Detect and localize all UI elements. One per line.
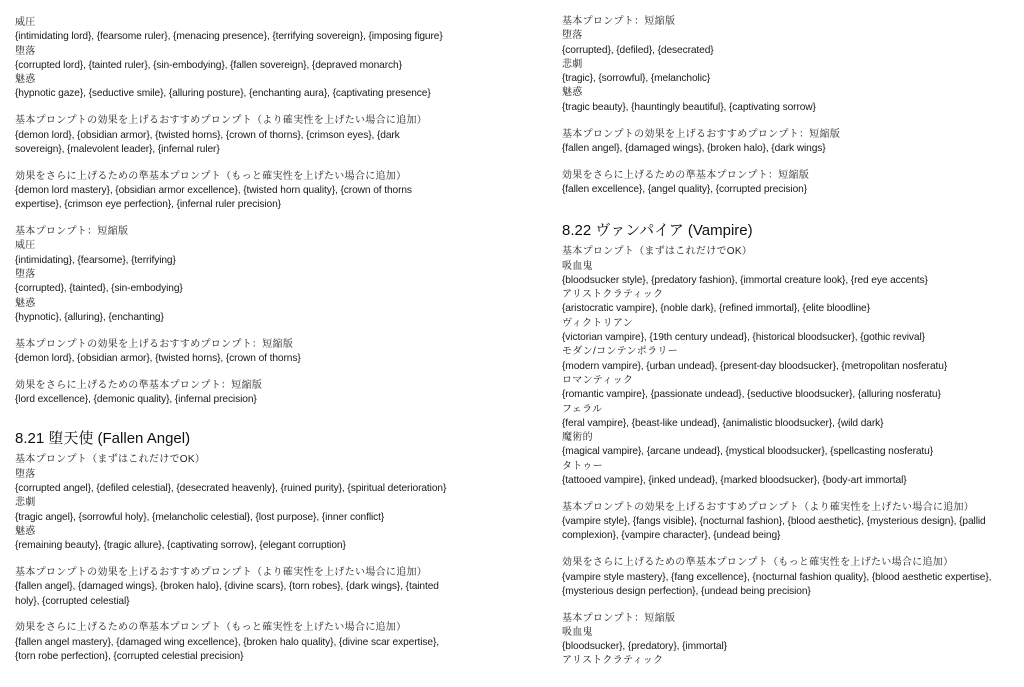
left-column <box>15 16 515 664</box>
section-label: 効果をさらに上げるための準基本プロンプト：短縮版 <box>15 379 263 391</box>
prompt-text: {demon lord}, {obsidian armor}, {twisted horns}, {crown of thorns}, {crimson eyes}, {dark <box>15 129 400 141</box>
prompt-text: {fallen excellence}, {angel quality}, {corrupted precision} <box>562 183 808 195</box>
demon-lord-recommended <box>15 114 515 157</box>
section-label: 基本プロンプト：短縮版 <box>15 226 129 238</box>
prompt-text: {tattooed vampire}, {inked undead}, {marked bloodsucker}, {body-art immortal} <box>562 475 907 487</box>
vampire-section <box>562 221 1012 669</box>
group-label: 吸血鬼 <box>562 260 593 272</box>
prompt-text: {lord excellence}, {demonic quality}, {infernal precision} <box>15 394 257 406</box>
demon-lord-short <box>15 225 515 325</box>
section-label: 基本プロンプトの効果を上げるおすすめプロンプト：短縮版 <box>562 128 841 140</box>
group-label: アリストクラティック <box>562 289 664 301</box>
section-label: 基本プロンプトの効果を上げるおすすめプロンプト（より確実性を上げたい場合に追加） <box>15 115 428 127</box>
fallen-angel-recommended-short <box>562 128 1012 157</box>
group-label: モダン/コンテンポラリー <box>562 346 678 358</box>
prompt-text: {remaining beauty}, {tragic allure}, {captivating sorrow}, {elegant corruption} <box>15 540 346 552</box>
prompt-text: {fallen angel}, {damaged wings}, {broken halo}, {divine scars}, {torn robes}, {dark wings}, {tainted <box>15 581 439 593</box>
group-label: 堕落 <box>15 268 36 280</box>
prompt-text: {intimidating}, {fearsome}, {terrifying} <box>15 254 176 266</box>
section-label: 基本プロンプト（まずはこれだけでOK） <box>562 246 753 258</box>
section-label: 基本プロンプトの効果を上げるおすすめプロンプト（より確実性を上げたい場合に追加） <box>562 501 975 513</box>
fallen-angel-semi-basic-short <box>562 169 1012 198</box>
prompt-text: {bloodsucker}, {predatory}, {immortal} <box>562 641 727 653</box>
prompt-text: {modern vampire}, {urban undead}, {present-day bloodsucker}, {metropolitan nosferatu} <box>562 360 948 372</box>
group-label: ロマンティック <box>562 374 634 386</box>
section-label: 基本プロンプト：短縮版 <box>562 16 676 27</box>
prompt-text: {corrupted}, {tainted}, {sin-embodying} <box>15 283 183 295</box>
prompt-text: {corrupted lord}, {tainted ruler}, {sin-embodying}, {fallen sovereign}, {depraved monarch} <box>15 59 402 71</box>
prompt-text: {fallen angel mastery}, {damaged wing excellence}, {broken halo quality}, {divine scar expertise}, <box>15 636 440 648</box>
group-label: 魅惑 <box>15 297 36 309</box>
section-label: 基本プロンプトの効果を上げるおすすめプロンプト：短縮版 <box>15 338 294 350</box>
prompt-text: {mysterious design perfection}, {undead being precision} <box>562 585 811 597</box>
prompt-text: {tragic angel}, {sorrowful holy}, {melancholic celestial}, {lost purpose}, {inner conflict} <box>15 511 385 523</box>
prompt-text: {vampire style}, {fangs visible}, {nocturnal fashion}, {blood aesthetic}, {mysterious design}, {pallid <box>562 516 986 528</box>
prompt-text: {victorian vampire}, {19th century undead}, {historical bloodsucker}, {gothic revival} <box>562 332 925 344</box>
group-label: 魅惑 <box>15 74 36 86</box>
section-label: 効果をさらに上げるための準基本プロンプト（もっと確実性を上げたい場合に追加） <box>562 557 954 569</box>
prompt-text: {tragic beauty}, {hauntingly beautiful}, {captivating sorrow} <box>562 101 816 113</box>
prompt-text: {hypnotic gaze}, {seductive smile}, {alluring posture}, {enchanting aura}, {captivating presence} <box>15 88 431 100</box>
fallen-angel-section <box>15 429 515 664</box>
section-label: 基本プロンプト（まずはこれだけでOK） <box>15 454 206 466</box>
prompt-text: {vampire style mastery}, {fang excellence}, {nocturnal fashion quality}, {blood aesthetic expertise}, <box>562 571 992 583</box>
prompt-text: {corrupted}, {defiled}, {desecrated} <box>562 44 714 56</box>
group-label: 威圧 <box>15 17 36 28</box>
section-heading: 8.21 堕天使 (Fallen Angel) <box>15 430 191 448</box>
section-label: 効果をさらに上げるための準基本プロンプト：短縮版 <box>562 169 810 181</box>
group-label: 堕落 <box>15 45 36 57</box>
prompt-text: sovereign}, {malevolent leader}, {infernal ruler} <box>15 143 220 155</box>
right-column <box>562 15 1012 669</box>
group-label: 悲劇 <box>15 497 36 509</box>
group-label: 魅惑 <box>15 525 36 537</box>
demon-lord-basic-groups <box>15 16 515 102</box>
prompt-text: {demon lord}, {obsidian armor}, {twisted horns}, {crown of thorns} <box>15 352 301 364</box>
prompt-text: {feral vampire}, {beast-like undead}, {animalistic bloodsucker}, {wild dark} <box>562 417 884 429</box>
section-label: 基本プロンプトの効果を上げるおすすめプロンプト（より確実性を上げたい場合に追加） <box>15 566 428 578</box>
prompt-text: {torn robe perfection}, {corrupted celestial precision} <box>15 650 244 662</box>
section-label: 効果をさらに上げるための準基本プロンプト（もっと確実性を上げたい場合に追加） <box>15 622 407 634</box>
demon-lord-semi-basic-short <box>15 379 515 408</box>
group-label: フェラル <box>562 403 603 415</box>
prompt-text: {aristocratic vampire}, {noble dark}, {refined immortal}, {elite bloodline} <box>562 303 870 315</box>
fallen-angel-short <box>562 15 1012 115</box>
prompt-text: {hypnotic}, {alluring}, {enchanting} <box>15 311 164 323</box>
group-label: 魅惑 <box>562 87 583 99</box>
prompt-text: {romantic vampire}, {passionate undead}, {seductive bloodsucker}, {alluring nosferatu} <box>562 389 941 401</box>
group-label: アリストクラティック <box>562 655 664 667</box>
prompt-text: {fallen angel}, {damaged wings}, {broken halo}, {dark wings} <box>562 142 826 154</box>
section-label: 効果をさらに上げるための準基本プロンプト（もっと確実性を上げたい場合に追加） <box>15 170 407 182</box>
group-label: 魔術的 <box>562 432 593 444</box>
group-label: 堕落 <box>15 468 36 480</box>
prompt-text: expertise}, {crimson eye perfection}, {infernal ruler precision} <box>15 199 281 211</box>
group-label: 堕落 <box>562 30 583 42</box>
demon-lord-recommended-short <box>15 338 515 367</box>
prompt-text: {corrupted angel}, {defiled celestial}, {desecrated heavenly}, {ruined purity}, {spiritual deterioration} <box>15 482 447 494</box>
section-heading: 8.22 ヴァンパイア (Vampire) <box>562 222 753 240</box>
prompt-text: {demon lord mastery}, {obsidian armor excellence}, {twisted horn quality}, {crown of thorns <box>15 184 412 196</box>
group-label: 威圧 <box>15 240 36 252</box>
prompt-text: holy}, {corrupted celestial} <box>15 595 130 607</box>
demon-lord-semi-basic <box>15 170 515 213</box>
prompt-text: {bloodsucker style}, {predatory fashion}, {immortal creature look}, {red eye accents} <box>562 274 928 286</box>
section-label: 基本プロンプト：短縮版 <box>562 612 676 624</box>
prompt-text: complexion}, {vampire character}, {undead being} <box>562 530 781 542</box>
prompt-text: {tragic}, {sorrowful}, {melancholic} <box>562 73 711 85</box>
prompt-text: {magical vampire}, {arcane undead}, {mystical bloodsucker}, {spellcasting nosferatu} <box>562 446 934 458</box>
prompt-text: {intimidating lord}, {fearsome ruler}, {menacing presence}, {terrifying sovereign}, {imposing figure} <box>15 31 443 43</box>
group-label: 悲劇 <box>562 58 583 70</box>
group-label: タトゥー <box>562 460 603 472</box>
group-label: 吸血鬼 <box>562 626 593 638</box>
group-label: ヴィクトリアン <box>562 317 634 329</box>
